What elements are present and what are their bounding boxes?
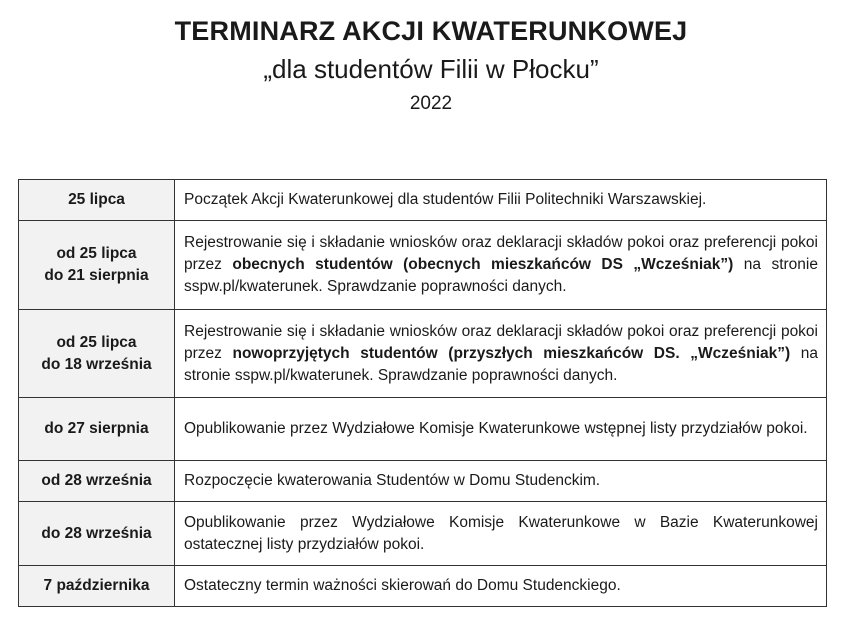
- date-cell: [19, 180, 175, 221]
- table-row: [19, 398, 827, 461]
- date-line: od 25 lipca: [56, 333, 137, 351]
- date-cell: [19, 566, 175, 607]
- description-emphasis: nowoprzyjętych studentów (przyszłych mieszkańców DS. „Wcześniak”): [232, 344, 791, 362]
- description-cell: [175, 221, 827, 310]
- description-emphasis: obecnych studentów (obecnych mieszkańców DS „Wcześniak”): [232, 256, 734, 273]
- schedule-table: [18, 179, 827, 607]
- table-row: [19, 221, 827, 310]
- description-text: Opublikowanie przez Wydziałowe Komisje Kwaterunkowe w Bazie Kwaterunkowej ostatecznej listy przydziałów pokoi.: [184, 513, 818, 553]
- description-cell: [175, 398, 827, 461]
- description-text: Początek Akcji Kwaterunkowej dla studentów Filii Politechniki Warszawskiej.: [184, 191, 707, 208]
- document-subtitle: „dla studentów Filii w Płocku”: [263, 54, 599, 84]
- date-line: do 21 sierpnia: [44, 267, 149, 284]
- description-cell: [175, 566, 827, 607]
- date-line: do 18 września: [41, 355, 152, 373]
- date-line: 25 lipca: [68, 191, 125, 208]
- table-row: [19, 310, 827, 398]
- date-line: do 28 września: [41, 524, 152, 542]
- description-text: Opublikowanie przez Wydziałowe Komisje Kwaterunkowe wstępnej listy przydziałów pokoi.: [184, 420, 808, 437]
- description-text: na stronie sspw.pl/kwaterunek. Sprawdzanie poprawności danych.: [184, 256, 818, 295]
- description-text: Rozpoczęcie kwaterowania Studentów w Domu Studenckim.: [184, 472, 601, 489]
- date-line: 7 października: [43, 577, 150, 594]
- table-row: [19, 502, 827, 566]
- date-line: do 27 sierpnia: [44, 420, 149, 437]
- description-cell: [175, 502, 827, 566]
- description-cell: [175, 180, 827, 221]
- document-year: 2022: [409, 93, 453, 114]
- document-title: TERMINARZ AKCJI KWATERUNKOWEJ: [174, 16, 688, 46]
- table-row: [19, 566, 827, 607]
- date-line: od 25 lipca: [56, 245, 137, 262]
- date-cell: [19, 310, 175, 398]
- date-cell: [19, 502, 175, 566]
- description-cell: [175, 310, 827, 398]
- description-text: na stronie sspw.pl/kwaterunek. Sprawdzanie poprawności danych.: [184, 344, 818, 384]
- description-text: Rejestrowanie się i składanie wniosków oraz deklaracji składów pokoi oraz preferencji pokoi przez: [184, 234, 818, 273]
- date-cell: [19, 461, 175, 502]
- table-row: [19, 180, 827, 221]
- description-cell: [175, 461, 827, 502]
- table-row: [19, 461, 827, 502]
- date-cell: [19, 398, 175, 461]
- description-text: Ostateczny termin ważności skierowań do Domu Studenckiego.: [184, 577, 621, 594]
- description-text: Rejestrowanie się i składanie wniosków oraz deklaracji składów pokoi oraz preferencji pokoi przez: [184, 322, 818, 362]
- date-line: od 28 września: [41, 472, 152, 489]
- date-cell: [19, 221, 175, 310]
